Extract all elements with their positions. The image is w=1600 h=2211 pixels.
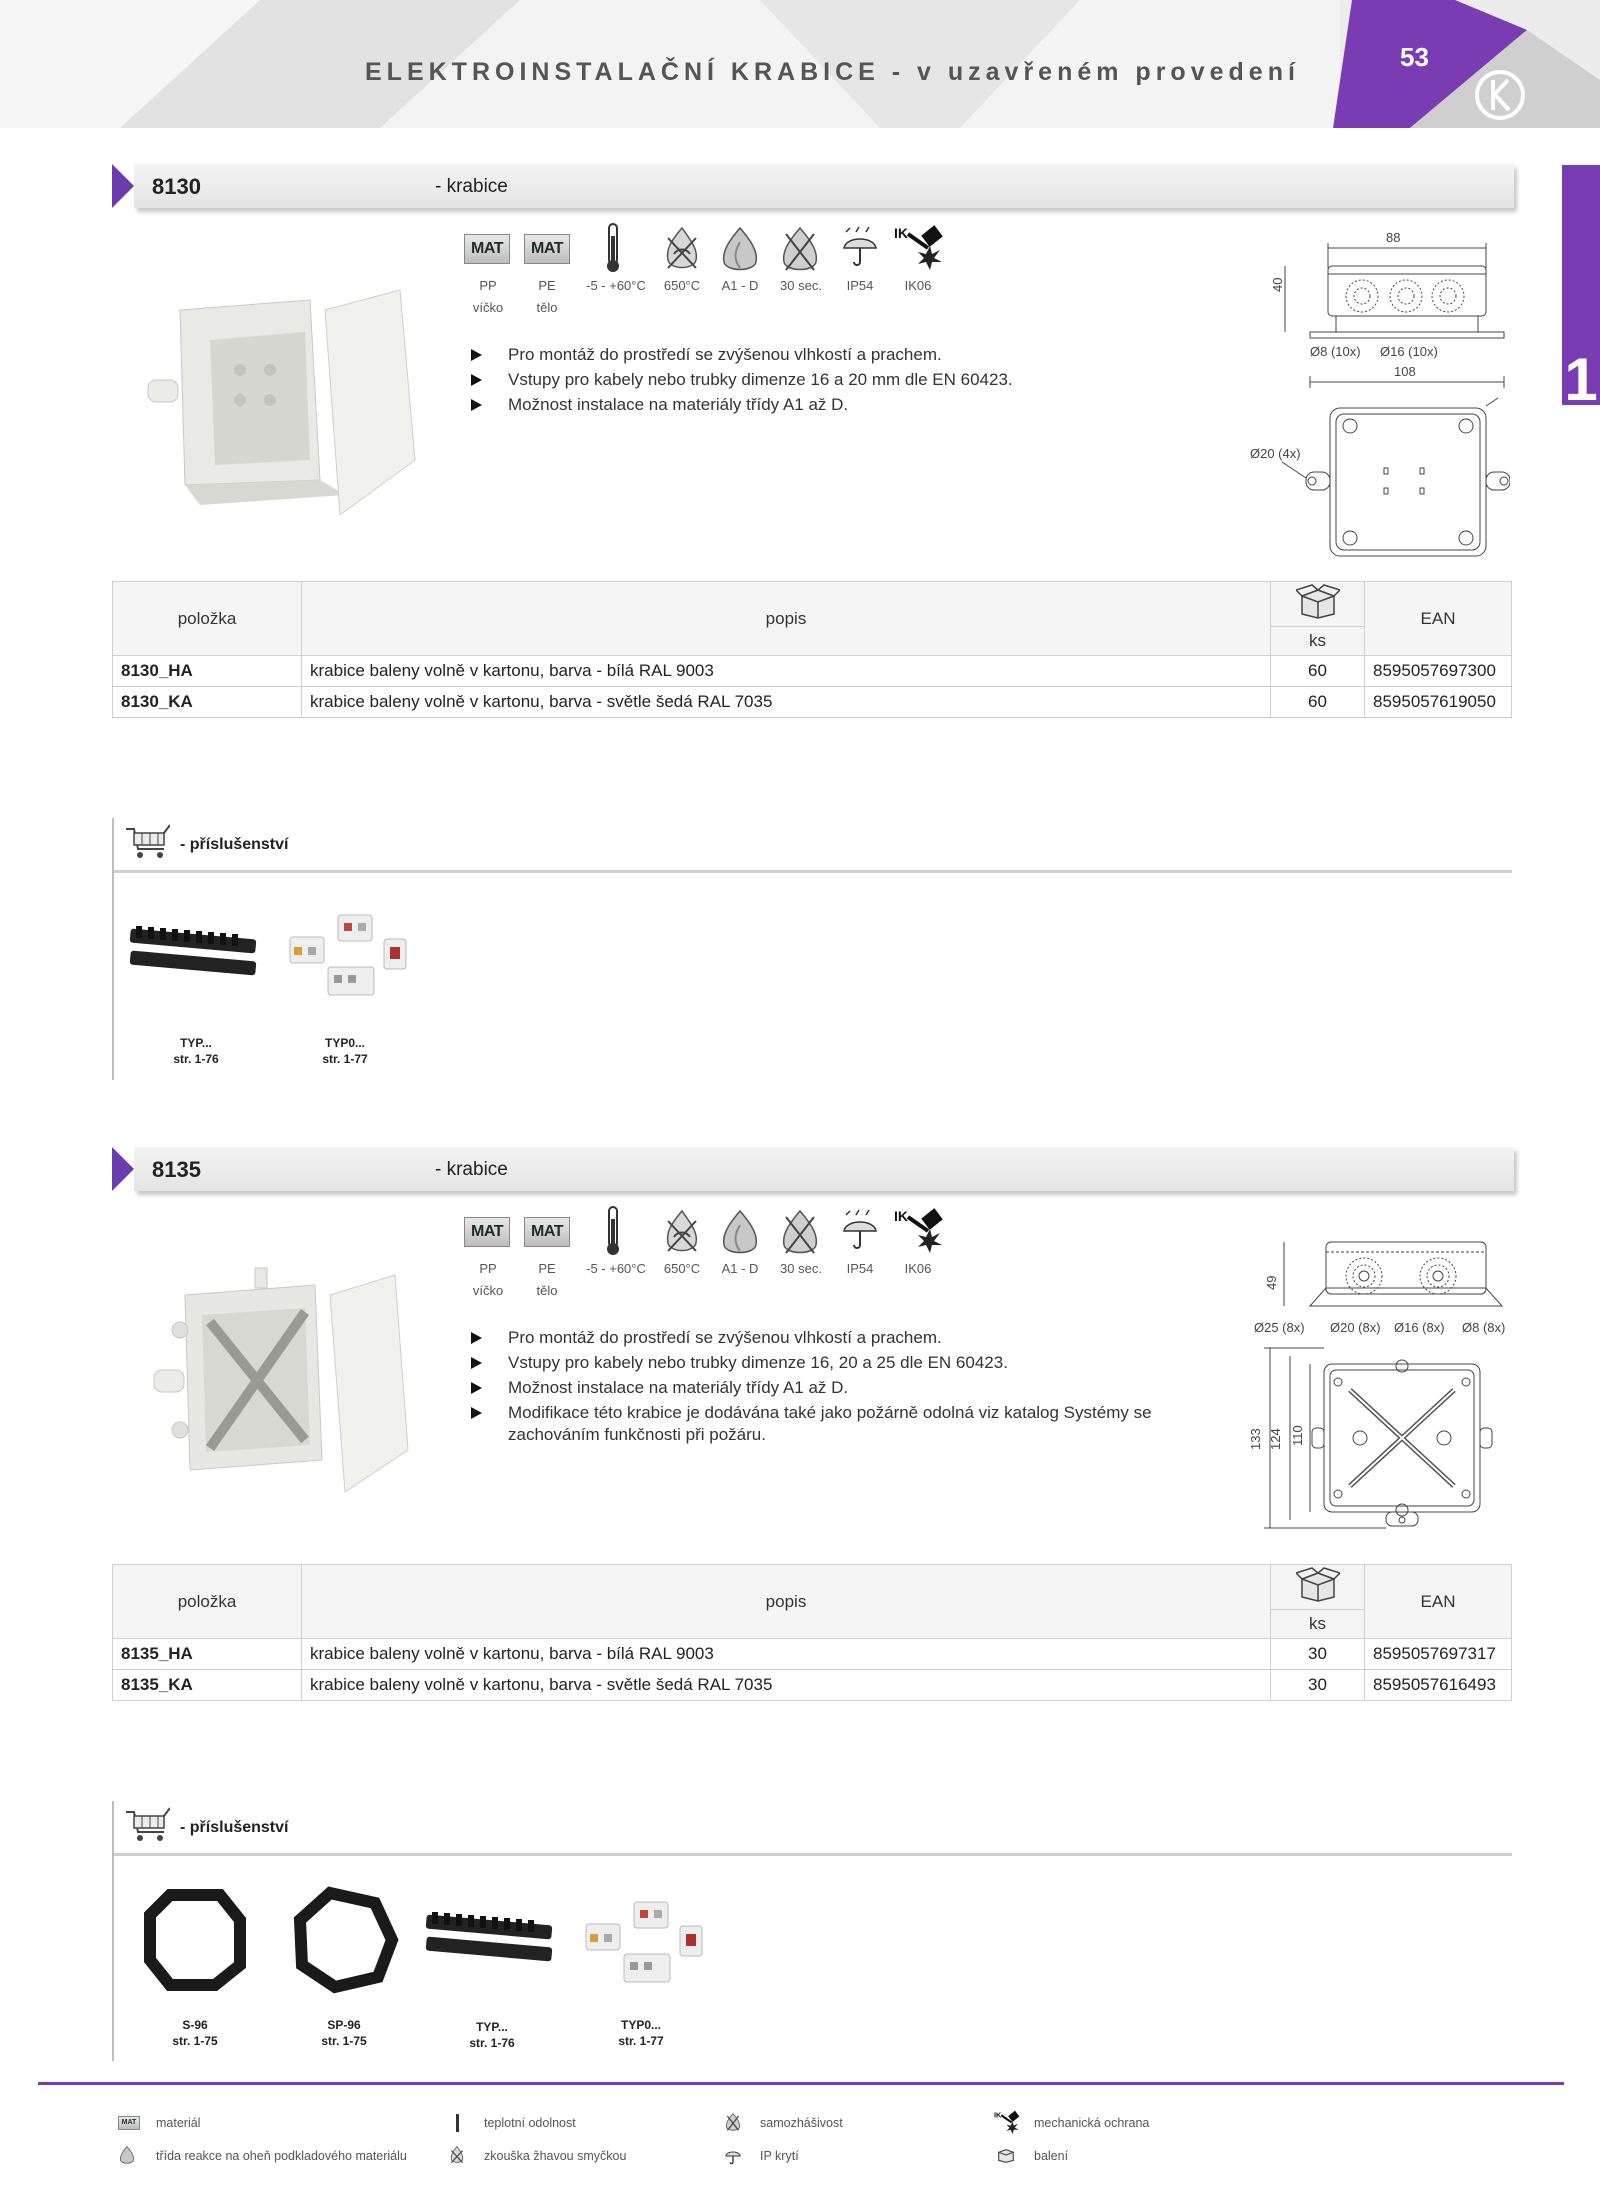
property-label: IP54 <box>846 278 874 293</box>
cell-ean: 8595057616493 <box>1365 1670 1512 1701</box>
accessory-caption <box>299 2017 389 2049</box>
accessory-ref: str. 1-76 <box>173 1052 219 1066</box>
arrow-icon <box>112 164 134 208</box>
legend-text: mechanická ochrana <box>1034 2116 1150 2130</box>
product-name: - krabice <box>435 176 508 197</box>
accessory-caption <box>300 1035 390 1067</box>
cell-description: krabice baleny volně v kartonu, barva - světle šedá RAL 7035 <box>302 1670 1271 1701</box>
mat-badge-icon: MAT <box>464 234 510 264</box>
feature-item: Možnost instalace na materiály třídy A1 až D. <box>468 1375 1228 1400</box>
property-label: 650°C <box>663 1261 701 1276</box>
product-code: 8135 <box>152 1157 201 1182</box>
package-icon <box>996 2146 1016 2169</box>
accessory-image-typ0 <box>282 905 412 1010</box>
cell-code: 8135_HA <box>113 1639 302 1670</box>
mat-badge-icon: MAT <box>524 234 570 264</box>
column-header-ean: EAN <box>1365 1565 1512 1639</box>
technical-drawing-8130 <box>1250 228 1510 573</box>
column-header-code: položka <box>113 1565 302 1639</box>
property-label: PE <box>538 1261 556 1276</box>
column-header-code: položka <box>113 582 302 656</box>
ik-badge-text: IK <box>994 2110 1002 2120</box>
dimension-label: 133 <box>1248 1428 1263 1450</box>
accessories-title: - příslušenství <box>180 1819 289 1836</box>
accessory-name: S-96 <box>182 2018 208 2032</box>
property-label: PP <box>479 278 497 293</box>
table-row <box>113 1639 1512 1670</box>
accessory-image-s96 <box>140 1885 250 2000</box>
property-label: IP54 <box>846 1261 874 1276</box>
feature-list <box>468 1325 1228 1446</box>
property-label: -5 - +60°C <box>586 278 646 293</box>
cell-code: 8130_HA <box>113 656 302 687</box>
legend-text: třída reakce na oheň podkladového materiálu <box>156 2149 407 2163</box>
dimension-label: 88 <box>1386 230 1401 245</box>
property-label: PP <box>479 1261 497 1276</box>
accessory-name: TYP0... <box>324 1036 365 1050</box>
cell-description: krabice baleny volně v kartonu, barva - světle šedá RAL 7035 <box>302 687 1271 718</box>
product-name: - krabice <box>435 1159 508 1180</box>
column-header-description: popis <box>302 1565 1271 1639</box>
glow-wire-icon <box>660 224 704 279</box>
accessory-name: TYP... <box>476 2020 508 2034</box>
accessory-caption <box>596 2017 686 2049</box>
umbrella-icon <box>840 226 880 275</box>
cell-ks: 30 <box>1271 1639 1365 1670</box>
cell-ks: 30 <box>1271 1670 1365 1701</box>
package-icon <box>1271 582 1365 627</box>
product-photo-8135 <box>140 1260 420 1505</box>
mat-badge-icon: MAT <box>464 1217 510 1247</box>
feature-item: Vstupy pro kabely nebo trubky dimenze 16 a 20 mm dle EN 60423. <box>468 367 1228 392</box>
product-table-8135 <box>112 1564 1512 1701</box>
cell-ean: 8595057697300 <box>1365 656 1512 687</box>
hammer-icon <box>894 224 944 275</box>
mat-badge-icon: MAT <box>118 2116 140 2130</box>
property-sublabel: tělo <box>536 300 558 315</box>
property-label: 30 sec. <box>780 278 822 293</box>
property-sublabel: víčko <box>472 1283 504 1298</box>
table-row <box>113 1670 1512 1701</box>
dimension-label: Ø16 (8x) <box>1394 1320 1445 1335</box>
legend-text: materiál <box>156 2116 201 2130</box>
dimension-label: Ø25 (8x) <box>1254 1320 1305 1335</box>
accessories-section-8130 <box>112 818 1512 870</box>
legend-text: zkouška žhavou smyčkou <box>484 2149 627 2163</box>
property-sublabel: tělo <box>536 1283 558 1298</box>
accessory-name: TYP... <box>180 1036 212 1050</box>
dimension-label: Ø16 (10x) <box>1380 344 1438 359</box>
accessory-image-typ0 <box>578 1892 708 1997</box>
product-code: 8130 <box>152 174 201 199</box>
svg-text:IK: IK <box>894 1208 908 1224</box>
arrow-icon <box>112 1147 134 1191</box>
self-extinguish-icon <box>778 1207 822 1262</box>
cell-code: 8130_KA <box>113 687 302 718</box>
svg-text:IK: IK <box>894 225 908 241</box>
feature-item: Modifikace této krabice je dodávána také jako požárně odolná viz katalog Systémy se zachováním funkčnosti při požáru. <box>468 1400 1228 1446</box>
hammer-icon <box>894 1207 944 1258</box>
dimension-label: Ø20 (4x) <box>1250 446 1301 461</box>
page-title: ELEKTROINSTALAČNÍ KRABICE - v uzavřeném provedení <box>365 58 1300 86</box>
dimension-label: 124 <box>1268 1428 1283 1450</box>
accessory-ref: str. 1-75 <box>172 2034 218 2048</box>
feature-item: Vstupy pro kabely nebo trubky dimenze 16, 20 a 25 dle EN 60423. <box>468 1350 1228 1375</box>
table-row <box>113 656 1512 687</box>
dimension-label: 40 <box>1270 277 1285 292</box>
dimension-label: 49 <box>1264 1275 1279 1290</box>
property-label: 30 sec. <box>780 1261 822 1276</box>
chapter-number: 1 <box>1564 346 1598 413</box>
property-label: 650°C <box>663 278 701 293</box>
cell-ean: 8595057697317 <box>1365 1639 1512 1670</box>
cart-icon <box>124 1806 170 1851</box>
package-icon <box>1271 1565 1365 1610</box>
thermometer-icon <box>456 2114 459 2132</box>
dimension-label: Ø8 (10x) <box>1310 344 1361 359</box>
accessories-title: - příslušenství <box>180 836 289 853</box>
legend-text: samozhášivost <box>760 2116 843 2130</box>
column-header-ean: EAN <box>1365 582 1512 656</box>
cell-description: krabice baleny volně v kartonu, barva - bílá RAL 9003 <box>302 656 1271 687</box>
accessory-name: SP-96 <box>327 2018 361 2032</box>
feature-item: Pro montáž do prostředí se zvýšenou vlhkostí a prachem. <box>468 342 1228 367</box>
cell-ks: 60 <box>1271 656 1365 687</box>
accessory-caption <box>150 2017 240 2049</box>
feature-item: Pro montáž do prostředí se zvýšenou vlhkostí a prachem. <box>468 1325 1228 1350</box>
mat-badge-icon: MAT <box>524 1217 570 1247</box>
footer-divider <box>38 2082 1564 2085</box>
feature-item: Možnost instalace na materiály třídy A1 až D. <box>468 392 1228 417</box>
glow-wire-icon <box>448 2145 466 2170</box>
page-number: 53 <box>1400 42 1429 72</box>
property-label: A1 - D <box>721 278 759 293</box>
feature-list <box>468 342 1228 417</box>
accessory-image-typ <box>424 1906 554 1981</box>
dimension-label: Ø20 (8x) <box>1330 1320 1381 1335</box>
legend-text: IP krytí <box>760 2149 799 2163</box>
accessory-caption <box>447 2019 537 2051</box>
accessory-ref: str. 1-75 <box>321 2034 367 2048</box>
legend-text: balení <box>1034 2149 1069 2163</box>
accessory-image-sp96 <box>290 1885 400 2000</box>
cell-description: krabice baleny volně v kartonu, barva - bílá RAL 9003 <box>302 1639 1271 1670</box>
product-table-8130 <box>112 581 1512 718</box>
self-extinguish-icon <box>724 2112 742 2137</box>
accessories-section-8135 <box>112 1801 1512 1853</box>
flame-icon <box>718 1207 762 1262</box>
thermometer-icon <box>601 1205 625 1262</box>
flame-icon <box>118 2145 136 2170</box>
product-header-8135 <box>112 1147 1512 1191</box>
accessory-ref: str. 1-77 <box>618 2034 664 2048</box>
column-header-ks: ks <box>1271 627 1365 656</box>
self-extinguish-icon <box>778 224 822 279</box>
accessory-image-typ <box>128 920 258 995</box>
property-label: IK06 <box>904 1261 932 1276</box>
technical-drawing-8135 <box>1250 1230 1510 1545</box>
property-label: PE <box>538 278 556 293</box>
cart-icon <box>124 823 170 868</box>
column-header-ks: ks <box>1271 1610 1365 1639</box>
product-header-8130 <box>112 164 1512 208</box>
dimension-label: Ø8 (8x) <box>1462 1320 1506 1335</box>
column-header-description: popis <box>302 582 1271 656</box>
dimension-label: 108 <box>1394 364 1416 379</box>
accessory-ref: str. 1-77 <box>322 1052 368 1066</box>
umbrella-icon <box>724 2146 742 2171</box>
product-photo-8130 <box>140 280 420 525</box>
cell-ean: 8595057619050 <box>1365 687 1512 718</box>
dimension-label: 110 <box>1290 1425 1305 1446</box>
flame-icon <box>718 224 762 279</box>
table-row <box>113 687 1512 718</box>
cell-code: 8135_KA <box>113 1670 302 1701</box>
property-label: IK06 <box>904 278 932 293</box>
property-label: -5 - +60°C <box>586 1261 646 1276</box>
accessory-caption <box>151 1035 241 1067</box>
property-label: A1 - D <box>721 1261 759 1276</box>
glow-wire-icon <box>660 1207 704 1262</box>
accessory-name: TYP0... <box>620 2018 661 2032</box>
umbrella-icon <box>840 1209 880 1258</box>
hammer-icon <box>994 2110 1020 2139</box>
property-sublabel: víčko <box>472 300 504 315</box>
thermometer-icon <box>601 222 625 279</box>
cell-ks: 60 <box>1271 687 1365 718</box>
legend-text: teplotní odolnost <box>484 2116 576 2130</box>
accessory-ref: str. 1-76 <box>469 2036 515 2050</box>
